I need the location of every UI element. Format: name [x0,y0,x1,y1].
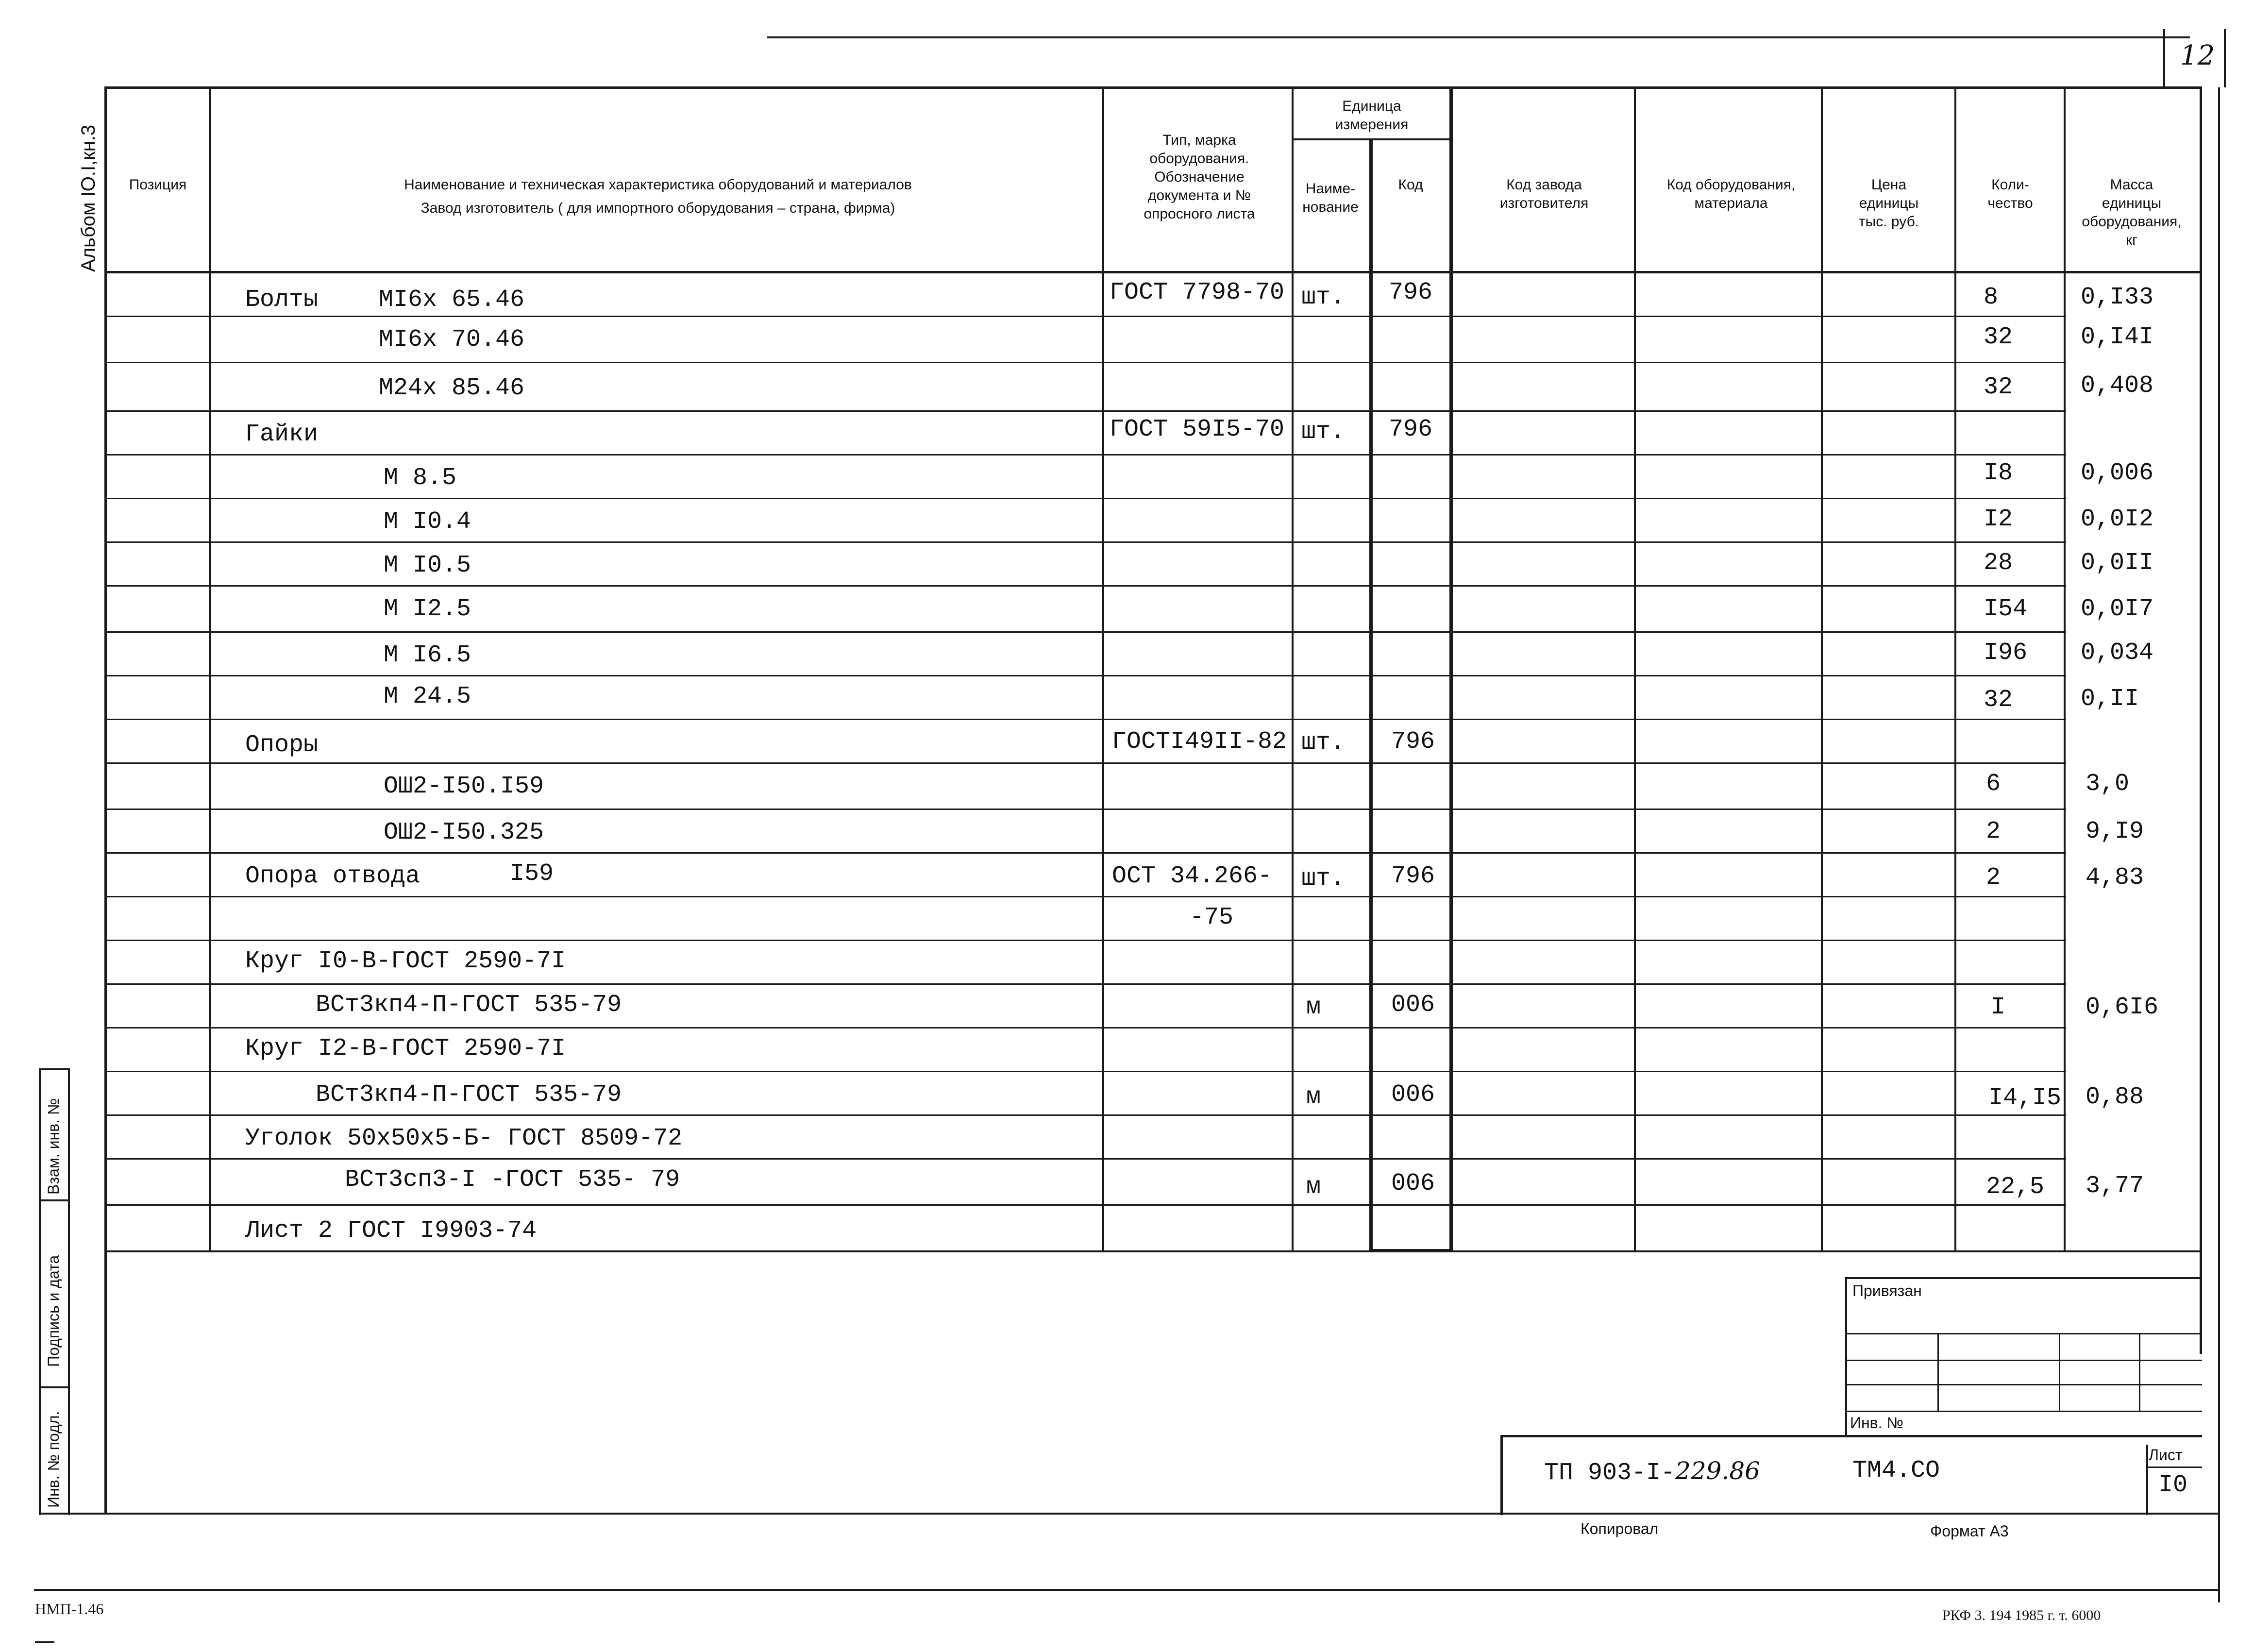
row-unit: м [1306,1083,1321,1111]
col-unit-code-header: Код [1398,177,1423,193]
row-name: Круг I2-В-ГОСТ 2590-7I [245,1035,566,1062]
doc-code-handwritten: 229.86 [1675,1457,1760,1485]
col-type-header-l2: оборудования. [1149,151,1249,167]
vzam-inv-label: Взам. инв. № [45,1098,62,1195]
row-doc: ГОСТ 59I5-70 [1110,416,1285,443]
col-units-header [1294,97,1449,134]
row-qty: I4,I5 [1988,1084,2062,1112]
row-subname: МI6х 65.46 [379,286,525,314]
row-mass: 0,006 [2081,459,2154,487]
row-name: Опора отвода [245,862,421,890]
row-qty: 8 [1984,284,1999,311]
print-info: РКФ 3. 194 1985 г. т. 6000 [1942,1607,2101,1623]
col-equip-header [1639,176,1823,213]
col-factory-header-l2: изготовителя [1499,195,1589,211]
row-qty: 32 [1984,373,2013,401]
format-label: Формат А3 [1930,1522,2009,1540]
nmp-label: НМП-1.46 [35,1600,104,1618]
row-code: 006 [1391,991,1435,1019]
privyazan-label: Привязан [1852,1282,1922,1299]
row-code: 796 [1391,862,1435,890]
row-name: Болты [245,286,319,314]
row-doc: -75 [1190,904,1234,931]
row-qty: 32 [1984,686,2013,714]
doc-code-typed: ТП 903-I- [1544,1459,1676,1487]
row-unit: шт. [1301,865,1346,893]
row-subname: М I2.5 [384,595,471,623]
col-mass-header-l1: Масса [2110,177,2153,193]
row-code: 796 [1389,416,1433,443]
sheet-label: Лист [2149,1446,2183,1464]
row-code: 796 [1391,728,1435,756]
row-subname: ВСт3кп4-П-ГОСТ 535-79 [316,991,622,1019]
col-unit-name-header-l1: Наиме- [1305,181,1356,197]
row-qty: 2 [1986,818,2001,845]
row-unit: шт. [1301,284,1346,311]
row-mass: 0,0II [2081,549,2154,577]
document-mark: ТМ4.СО [1852,1457,1940,1484]
col-mass-header-l2: единицы [2102,195,2162,211]
col-equip-header-l1: Код оборудования, [1666,177,1796,193]
col-type-header-l5: опросного листа [1144,206,1255,222]
row-subname: ВСт3сп3-I -ГОСТ 535- 79 [345,1166,680,1194]
row-subname: I59 [510,860,554,888]
row-qty: 22,5 [1986,1173,2045,1201]
col-price-header [1826,176,1952,231]
row-qty: I2 [1984,506,2013,533]
row-doc: ГОСТI49II-82 [1112,728,1287,756]
col-position-header: Позиция [129,177,187,193]
col-mass-header-l3: оборудования, [2082,214,2182,230]
row-code: 796 [1389,279,1433,306]
row-unit: шт. [1301,418,1346,446]
col-price-header-l2: единицы [1859,195,1919,211]
row-subname: М 24.5 [384,683,471,710]
row-mass: 0,0I7 [2081,595,2154,623]
sheet-number: I0 [2158,1471,2188,1499]
row-subname: ВСт3кп4-П-ГОСТ 535-79 [316,1081,622,1109]
row-name: Круг I0-В-ГОСТ 2590-7I [245,947,566,975]
row-mass: 0,408 [2081,372,2154,400]
row-mass: 0,034 [2081,639,2154,667]
row-qty: 28 [1984,549,2013,577]
row-name: Лист 2 ГОСТ I9903-74 [245,1217,537,1245]
col-qty-header [1957,176,2064,213]
col-name-header-line2: Завод изготовитель ( для импортного оборудования – страна, фирма) [421,200,895,216]
row-subname: М I0.5 [384,552,471,579]
row-subname: МI6х 70.46 [379,326,525,354]
col-type-header-l3: Обозначение [1154,169,1245,185]
row-qty: 2 [1986,864,2001,892]
row-doc: ОСТ 34.266- [1112,862,1273,890]
doc-code [1544,1457,1760,1487]
row-code: 006 [1391,1170,1435,1197]
col-unit-name-header [1294,180,1367,217]
row-mass: 0,I33 [2081,284,2154,311]
col-type-header-l1: Тип, марка [1162,132,1236,148]
row-code: 006 [1391,1081,1435,1109]
col-units-header-l2: измерения [1335,117,1409,133]
col-mass-header [2064,176,2200,250]
row-qty: I54 [1984,595,2028,623]
col-qty-header-l2: чество [1987,195,2033,211]
row-mass: 9,I9 [2086,818,2144,845]
col-equip-header-l2: материала [1694,195,1768,211]
row-qty: 32 [1984,323,2013,351]
row-name: Уголок 50х50х5-Б- ГОСТ 8509-72 [245,1125,683,1152]
row-qty: I96 [1984,639,2028,667]
row-qty: I8 [1984,459,2013,487]
row-subname: М24х 85.46 [379,374,525,402]
row-qty: 6 [1986,770,2001,798]
row-subname: М I6.5 [384,641,471,669]
row-qty: I [1991,994,2006,1021]
col-price-header-l3: тыс. руб. [1858,214,1919,230]
col-price-header-l1: Цена [1871,177,1907,193]
col-mass-header-l4: кг [2125,232,2138,248]
row-name: Опоры [245,731,319,759]
row-subname: ОШ2-I50.I59 [384,773,544,800]
row-mass: 0,88 [2086,1083,2144,1111]
row-doc: ГОСТ 7798-70 [1110,279,1285,306]
col-type-header [1107,131,1292,223]
row-mass: 3,0 [2086,770,2130,798]
kopiroval-label: Копировал [1581,1520,1659,1537]
row-mass: 0,6I6 [2086,994,2159,1021]
page-number: 12 [2180,40,2215,71]
col-qty-header-l1: Коли- [1991,177,2029,193]
col-name-header-line1: Наименование и техническая характеристика оборудований и материалов [404,177,912,193]
col-type-header-l4: документа и № [1148,187,1251,203]
row-name: Гайки [245,421,319,448]
col-factory-header [1457,176,1632,213]
inv-no-label: Инв. № [1850,1414,1903,1432]
row-subname: М 8.5 [384,464,457,492]
col-factory-header-l1: Код завода [1506,177,1582,193]
row-unit: м [1306,994,1321,1021]
inv-podl-label: Инв. № подл. [45,1411,62,1508]
row-mass: 4,83 [2086,864,2144,892]
row-unit: шт. [1301,729,1346,757]
row-mass: 0,0I2 [2081,506,2154,533]
row-mass: 3,77 [2086,1172,2144,1200]
row-mass: 0,I4I [2081,323,2154,351]
row-unit: м [1306,1173,1321,1201]
row-subname: М I0.4 [384,508,471,536]
podpis-data-label: Подпись и дата [45,1255,62,1367]
row-mass: 0,II [2081,685,2139,713]
album-label: Альбом IO.I,кн.3 [78,124,99,272]
row-subname: ОШ2-I50.325 [384,819,544,846]
col-unit-name-header-l2: нование [1302,199,1359,215]
col-units-header-l1: Единица [1342,98,1401,114]
